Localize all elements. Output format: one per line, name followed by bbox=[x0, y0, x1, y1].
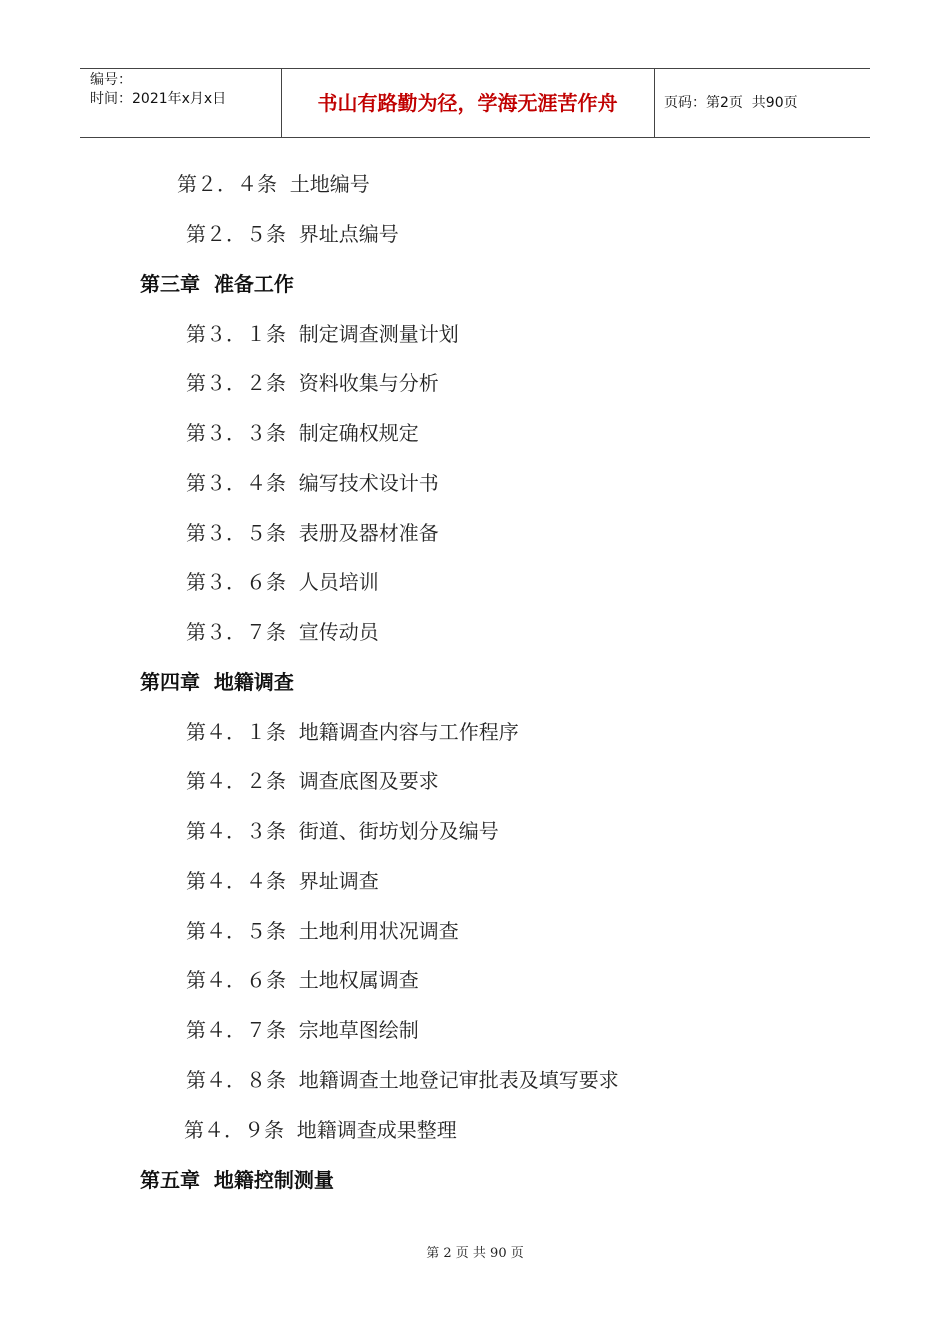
toc-article: 第３．３条 制定确权规定 bbox=[186, 421, 419, 445]
header-motto: 书山有路勤为径，学海无涯苦作舟 bbox=[317, 91, 618, 115]
toc-article: 第４．２条 调查底图及要求 bbox=[186, 769, 439, 793]
toc-chapter: 第四章 地籍调查 bbox=[140, 670, 294, 694]
toc-chapter: 第三章 准备工作 bbox=[140, 272, 294, 296]
toc-article: 第３．２条 资料收集与分析 bbox=[186, 371, 439, 395]
document-time-label: 时间：2021年x月x日 bbox=[90, 91, 227, 107]
toc-article: 第４．８条 地籍调查土地登记审批表及填写要求 bbox=[186, 1068, 619, 1092]
toc-article: 第３．１条 制定调查测量计划 bbox=[186, 322, 459, 346]
toc-article: 第３．５条 表册及器材准备 bbox=[186, 521, 439, 545]
toc-article: 第３．７条 宣传动员 bbox=[186, 620, 379, 644]
toc-article: 第２．５条 界址点编号 bbox=[186, 222, 399, 246]
page-footer: 第 2 页 共 90 页 bbox=[426, 1246, 524, 1261]
toc-article: 第２．４条 土地编号 bbox=[177, 172, 370, 196]
toc-article: 第４．３条 街道、街坊划分及编号 bbox=[186, 819, 499, 843]
toc-article: 第４．１条 地籍调查内容与工作程序 bbox=[186, 720, 519, 744]
header-page-info: 页码：第2页 共90页 bbox=[664, 95, 798, 111]
document-number-label: 编号： bbox=[90, 72, 132, 88]
toc-article: 第４．４条 界址调查 bbox=[186, 869, 379, 893]
toc-article: 第４．５条 土地利用状况调查 bbox=[186, 919, 459, 943]
toc-article: 第４．７条 宗地草图绘制 bbox=[186, 1018, 419, 1042]
toc-article: 第３．４条 编写技术设计书 bbox=[186, 471, 439, 495]
toc-article: 第３．６条 人员培训 bbox=[186, 570, 379, 594]
toc-chapter: 第五章 地籍控制测量 bbox=[140, 1168, 334, 1192]
toc-article: 第４．９条 地籍调查成果整理 bbox=[184, 1118, 457, 1142]
toc-article: 第４．６条 土地权属调查 bbox=[186, 968, 419, 992]
